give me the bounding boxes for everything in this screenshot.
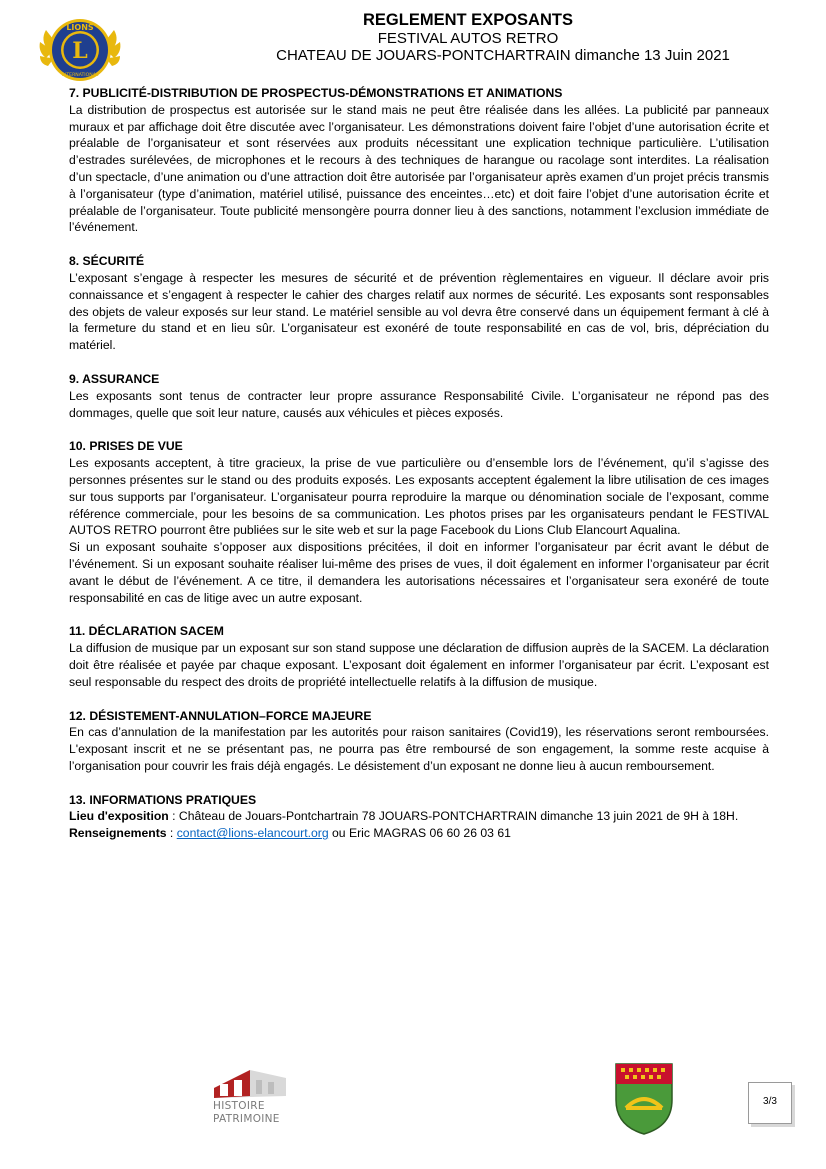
section-assurance <box>69 371 769 421</box>
section-paragraph: L’exposant s’engage à respecter les mesures de sécurité et de prévention règlementaires en vigueur. Il déclare avoir pris connaissance et s’engagent à respecter le cahier des charges relatif aux normes de sécurité. Les exposants sont responsables des objets de valeur exposés sur leur stand. Le matériel sensible au vol devra être conservé dans un équipement fermant à clé à la fermeture du stand et en lieu sûr. L’organisateur est exonéré de toute responsabilité en cas de vol, bris, dépréciation du matériel. <box>69 270 769 353</box>
lieu-text: : Château de Jouars-Pontchartrain 78 JOUARS-PONTCHARTRAIN dimanche 13 juin 2021 de 9H à 18H. <box>168 809 739 824</box>
section-paragraph: La distribution de prospectus est autorisée sur le stand mais ne peut être réalisée dans les allées. La publicité par panneaux muraux et par affichage doit être discutée avec l’organisateur. Les démonstrations doivent faire l’objet d’une autorisation écrite et préalable de l’organisateur et sont réservées aux produits nécessitant une explication technique particulière. L’utilisation d’estrades surélevées, de microphones et le recours à des techniques de harangue ou racolage sont interdites. La réalisation d’un spectacle, d’une animation ou d’une attraction doit être autorisée par l’organisateur après examen d’un projet précis transmis à l’organisateur (type d’animation, matériel utilisé, puissance des enceintes…etc) et doit faire l’objet d’une autorisation écrite et préalable de l’organisateur. Toute publicité mensongère pourra donner lieu à des sanctions, notamment l’exclusion immédiate de l’événement. <box>69 102 769 235</box>
coat-of-arms-logo <box>612 1060 676 1136</box>
renseignements-separator: : <box>166 826 177 841</box>
contact-email-link[interactable]: contact@lions-elancourt.org <box>176 826 329 841</box>
section-paragraph: Les exposants sont tenus de contracter leur propre assurance Responsabilité Civile. L’organisateur ne répond pas des dommages, quelle que soit leur nature, causés aux véhicules et pièces exposés. <box>69 388 769 420</box>
document-title: REGLEMENT EXPOSANTS <box>363 11 573 29</box>
page-number: 3/3 <box>748 1082 792 1124</box>
lions-ring-bottom-text: INTERNATIONAL <box>61 73 99 78</box>
section-title: 10. PRISES DE VUE <box>69 439 183 454</box>
document-header <box>130 11 806 65</box>
renseignements-contact: ou Eric MAGRAS 06 60 26 03 61 <box>328 826 511 841</box>
section-desistement <box>69 708 769 775</box>
section-paragraph: Si un exposant souhaite s’opposer aux dispositions précitées, il doit en informer l’organisateur par écrit avant le début de l’événement. Si un exposant souhaite réaliser lui-même des prises de vues, il doit également en informer l’organisateur par écrit avant le début de l’événement. A ce titre, il demandera les autorisations nécessaires et l’organisateur sera exonéré de toute responsabilité en cas de litige avec un autre exposant. <box>69 540 769 605</box>
section-title: 11. DÉCLARATION SACEM <box>69 624 224 639</box>
renseignements-label: Renseignements <box>69 826 167 841</box>
section-title: 8. SÉCURITÉ <box>69 254 145 269</box>
section-paragraph: La diffusion de musique par un exposant sur son stand suppose une déclaration de diffusion auprès de la SACEM. La déclaration doit être réalisée et payée par chaque exposant. L’exposant doit également en informer l’organisateur par écrit. L’exposant est seul responsable du respect des droits de propriété intellectuelle relatifs à la diffusion de musique. <box>69 641 769 689</box>
lions-center-letter: L <box>72 38 88 64</box>
section-informations-pratiques <box>69 792 769 842</box>
document-body <box>69 85 769 859</box>
section-publicite <box>69 85 769 236</box>
histoire-patrimoine-text <box>213 1100 280 1126</box>
section-securite <box>69 253 769 354</box>
document-subtitle: FESTIVAL AUTOS RETRO <box>377 30 559 47</box>
section-title: 7. PUBLICITÉ-DISTRIBUTION DE PROSPECTUS-DÉMONSTRATIONS ET ANIMATIONS <box>69 86 563 100</box>
section-paragraph: Les exposants acceptent, à titre gracieux, la prise de vue particulière ou d’ensemble lors de l’événement, qu’il s’agisse des personnes présentes sur le stand ou des produits exposés. Les exposants acceptent également la libre utilisation de ces images sur tous supports par l’organisateur. L’organisateur pourra reproduire la marque ou dénomination sociale de l’exposant, comme référence commerciale, pour les besoins de sa communication. Les photos prises par les organisateurs pendant le FESTIVAL AUTOS RETRO pourront être publiées sur le site web et sur la page Facebook du Lions Club Elancourt Aqualina. <box>69 456 769 538</box>
hp-line2: PATRIMOINE <box>213 1113 280 1125</box>
lieu-line <box>69 808 769 825</box>
renseignements-line <box>69 825 769 842</box>
hp-line1: HISTOIRE <box>213 1100 265 1112</box>
lieu-label: Lieu d'exposition <box>69 809 169 824</box>
section-title: 13. INFORMATIONS PRATIQUES <box>69 792 257 807</box>
lions-ring-top-text: LIONS <box>66 23 94 32</box>
section-title: 9. ASSURANCE <box>69 371 160 386</box>
event-line: CHATEAU DE JOUARS-PONTCHARTRAIN dimanche 13 Juin 2021 <box>276 47 730 64</box>
section-sacem <box>69 623 769 690</box>
lions-international-logo <box>38 12 122 88</box>
section-prises-de-vue <box>69 438 769 606</box>
section-title: 12. DÉSISTEMENT-ANNULATION–FORCE MAJEURE <box>69 708 372 723</box>
section-paragraph: En cas d’annulation de la manifestation par les autorités pour raison sanitaires (Covid19), les réservations seront remboursées. L'exposant inscrit et ne se présentant pas, ne pourra pas être remboursé de son engagement, la somme reste acquise à l’organisation pour couvrir les frais déjà engagés. Le désistement d’un exposant ne donne lieu à aucun remboursement. <box>69 725 769 773</box>
